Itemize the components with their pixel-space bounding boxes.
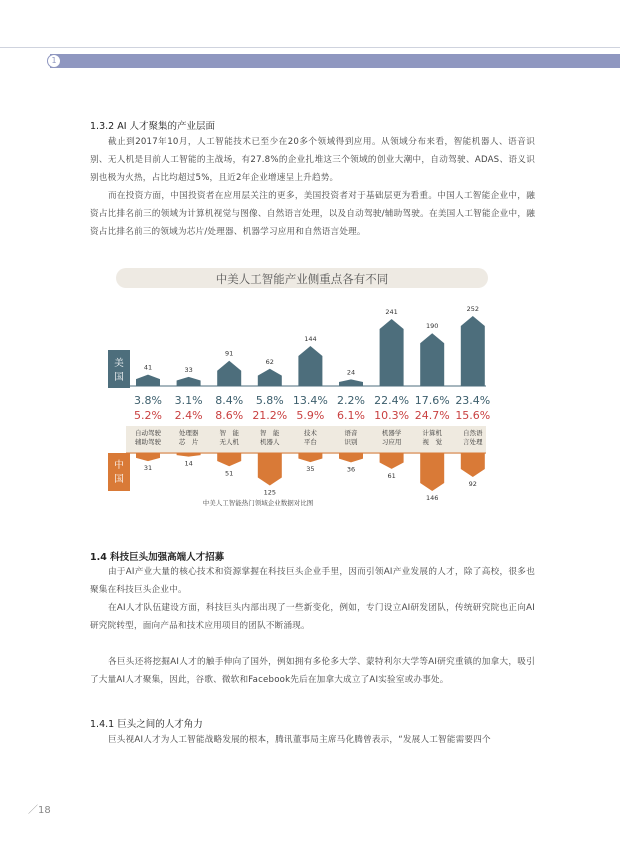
us-value-label: 91 xyxy=(225,349,234,358)
us-value-label: 41 xyxy=(143,363,153,372)
cn-value-label: 35 xyxy=(306,465,315,474)
section-14-para3: 各巨头还将挖掘AI人才的触手伸向了国外，例如拥有多伦多大学、蒙特利尔大学等AI研究重镇的加拿大，吸引了大量AI人才聚集，因此，谷歌、微软和Facebook先后在加拿大成立了AI实验室或办事处。 xyxy=(90,657,535,685)
cn-share-label: 8.6% xyxy=(215,409,244,422)
category-label: 识别 xyxy=(344,438,358,446)
cn-bar xyxy=(136,453,160,461)
cn-share-label: 6.1% xyxy=(337,409,365,422)
cn-value-label: 51 xyxy=(225,469,234,478)
header-rule xyxy=(0,47,620,48)
chart xyxy=(108,268,508,518)
cn-share-label: 15.6% xyxy=(455,409,491,422)
us-bar xyxy=(258,369,282,386)
us-value-label: 252 xyxy=(466,305,480,313)
us-value-label: 190 xyxy=(425,322,439,331)
us-share-label: 3.8% xyxy=(134,394,162,407)
category-label: 智 能 xyxy=(260,429,280,437)
us-bar xyxy=(461,316,485,386)
category-label: 芯 片 xyxy=(178,438,199,446)
section-141-title: 1.4.1 巨头之间的人才角力 xyxy=(90,719,203,730)
us-bar xyxy=(420,333,444,386)
category-label: 机器学 xyxy=(381,429,402,437)
cn-share-label: 2.4% xyxy=(174,409,203,422)
cn-share-label: 5.9% xyxy=(296,409,325,422)
category-label: 视 觉 xyxy=(422,438,442,446)
cn-share-label: 5.2% xyxy=(134,409,162,422)
us-share-label: 3.1% xyxy=(174,394,203,407)
section-14-para1: 由于AI产业大量的核心技术和资源掌握在科技巨头企业手里，因而引领AI产业发展的人才，除了高校，很多也聚集在科技巨头企业中。 xyxy=(90,567,535,595)
us-share-label: 23.4% xyxy=(455,394,491,407)
cn-share-label: 10.3% xyxy=(374,409,410,422)
section-14-para2: 在AI人才队伍建设方面，科技巨头内部出现了一些新变化，例如，专门设立AI研发团队，传统研究院也正向AI研究院转型，面向产品和技术应用项目的团队不断涌现。 xyxy=(90,603,535,631)
header-badge: 1 xyxy=(47,54,61,68)
category-label: 智 能 xyxy=(219,429,239,437)
section-141-para1: 巨头视AI人才为人工智能战略发展的根本，腾讯董事局主席马化腾曾表示，“发展人工智能需要四个 xyxy=(108,735,491,745)
cn-bar xyxy=(339,453,363,462)
category-label: 语音 xyxy=(344,429,358,437)
cn-share-label: 24.7% xyxy=(414,409,450,422)
us-bar xyxy=(177,377,201,386)
page-number: ／18 xyxy=(28,805,51,816)
cn-share-label: 21.2% xyxy=(252,409,288,422)
cn-label-top: 中 xyxy=(114,460,124,471)
section-132-para2: 而在投资方面，中国投资者在应用层关注的更多，美国投资者对于基础层更为看重。中国人工智能企业中，融资占比排名前三的领域为计算机视觉与图像、自然语言处理，以及自动驾驶/辅助驾驶。在美国人工智能企业中，融资占比排名前三的领域为芯片/处理器、机器学习应用和自然语言处理。 xyxy=(90,191,535,237)
us-share-label: 13.4% xyxy=(292,394,328,407)
us-share-label: 2.2% xyxy=(337,394,365,407)
cn-bar xyxy=(177,453,201,457)
category-label: 计算机 xyxy=(422,429,442,437)
category-label: 辅助驾驶 xyxy=(135,438,161,446)
category-label: 自动驾驶 xyxy=(135,429,161,437)
category-label: 机器人 xyxy=(260,438,280,446)
cn-value-label: 14 xyxy=(184,459,193,468)
us-label-bottom: 国 xyxy=(114,372,124,383)
us-share-label: 17.6% xyxy=(414,394,450,407)
cn-value-label: 125 xyxy=(263,488,277,497)
category-label: 处理器 xyxy=(178,429,199,437)
cn-value-label: 31 xyxy=(143,464,153,473)
category-label: 习应用 xyxy=(381,438,402,446)
us-value-label: 241 xyxy=(385,308,398,317)
cn-value-label: 36 xyxy=(346,465,356,474)
category-label: 平台 xyxy=(303,438,317,446)
cn-bar xyxy=(420,453,444,491)
cn-bar xyxy=(298,453,322,462)
us-share-label: 8.4% xyxy=(215,394,244,407)
us-share-label: 5.8% xyxy=(255,394,284,407)
section-132-para1: 截止到2017年10月，人工智能技术已至少在20多个领域得到应用。从领域分布来看，智能机器人、语音识别、无人机是目前人工智能的主战场，有27.8%的企业扎堆这三个领域的创业大潮中，自动驾驶、ADAS、语义识别也极为火热，占比均超过5%，且近2年企业增速呈上升趋势。 xyxy=(90,137,535,183)
header-band xyxy=(50,54,620,68)
us-bar xyxy=(339,379,363,386)
us-label-top: 美 xyxy=(114,358,124,369)
us-value-label: 24 xyxy=(346,368,356,377)
cn-bar xyxy=(258,453,282,486)
section-132-title: 1.3.2 AI 人才聚集的产业层面 xyxy=(90,121,216,132)
cn-bar xyxy=(217,453,241,466)
cn-label-bottom: 国 xyxy=(114,474,124,485)
chart-title: 中美人工智能产业侧重点各有不同 xyxy=(215,272,389,286)
category-label: 技术 xyxy=(303,429,317,437)
us-value-label: 33 xyxy=(184,365,193,374)
us-value-label: 62 xyxy=(265,357,274,366)
cn-label-box xyxy=(108,453,130,491)
category-label: 无人机 xyxy=(219,438,239,446)
us-bar xyxy=(298,346,322,386)
cn-bar xyxy=(380,453,404,469)
cn-value-label: 61 xyxy=(387,471,396,480)
us-value-label: 144 xyxy=(304,335,317,343)
chart-caption: 中美人工智能热门领域企业数据对比图 xyxy=(202,499,314,507)
section-14-title: 1.4 科技巨头加强高端人才招募 xyxy=(90,552,225,563)
us-bar xyxy=(380,319,404,386)
us-share-label: 22.4% xyxy=(374,394,410,407)
category-label: 自然语 xyxy=(463,429,483,437)
us-bar xyxy=(217,361,241,386)
cn-bar xyxy=(461,453,485,477)
us-bar xyxy=(136,375,160,386)
category-label: 言处理 xyxy=(463,438,483,446)
cn-value-label: 146 xyxy=(425,494,439,502)
cn-value-label: 92 xyxy=(468,479,477,488)
